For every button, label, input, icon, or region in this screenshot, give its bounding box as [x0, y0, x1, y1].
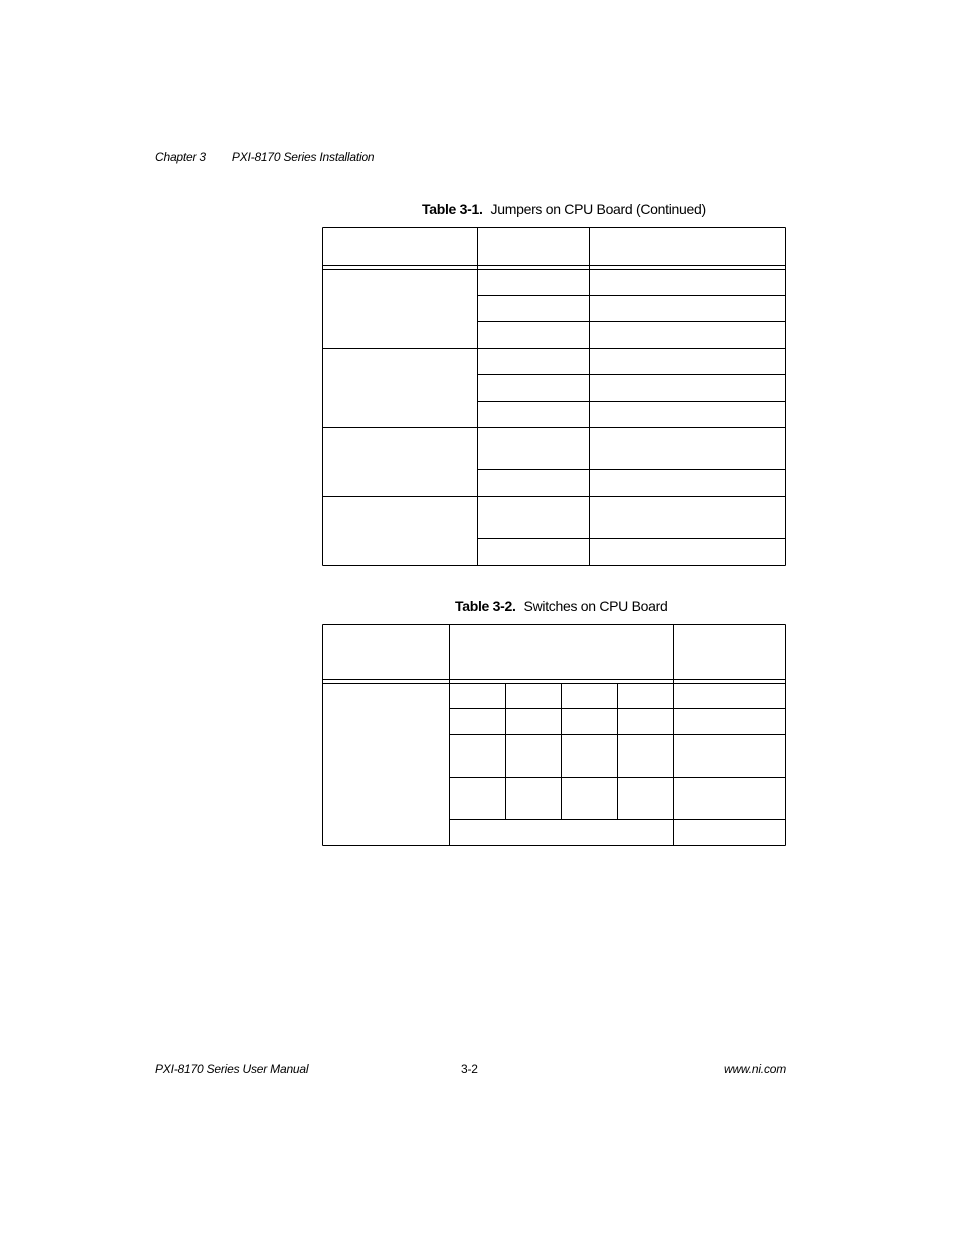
header-section: PXI-8170 Series Installation: [231, 150, 375, 164]
table-1-title: Jumpers on CPU Board (Continued): [490, 201, 706, 217]
footer-manual-title: PXI-8170 Series User Manual: [155, 1062, 309, 1076]
footer-website-link[interactable]: www.ni.com: [724, 1062, 787, 1076]
footer-page-number: 3-2: [461, 1062, 478, 1076]
table-2-title: Switches on CPU Board: [523, 598, 668, 614]
header-chapter: Chapter 3: [155, 150, 206, 164]
table-2-number: Table 3-2.: [455, 598, 516, 614]
table-1-number: Table 3-1.: [422, 201, 483, 217]
